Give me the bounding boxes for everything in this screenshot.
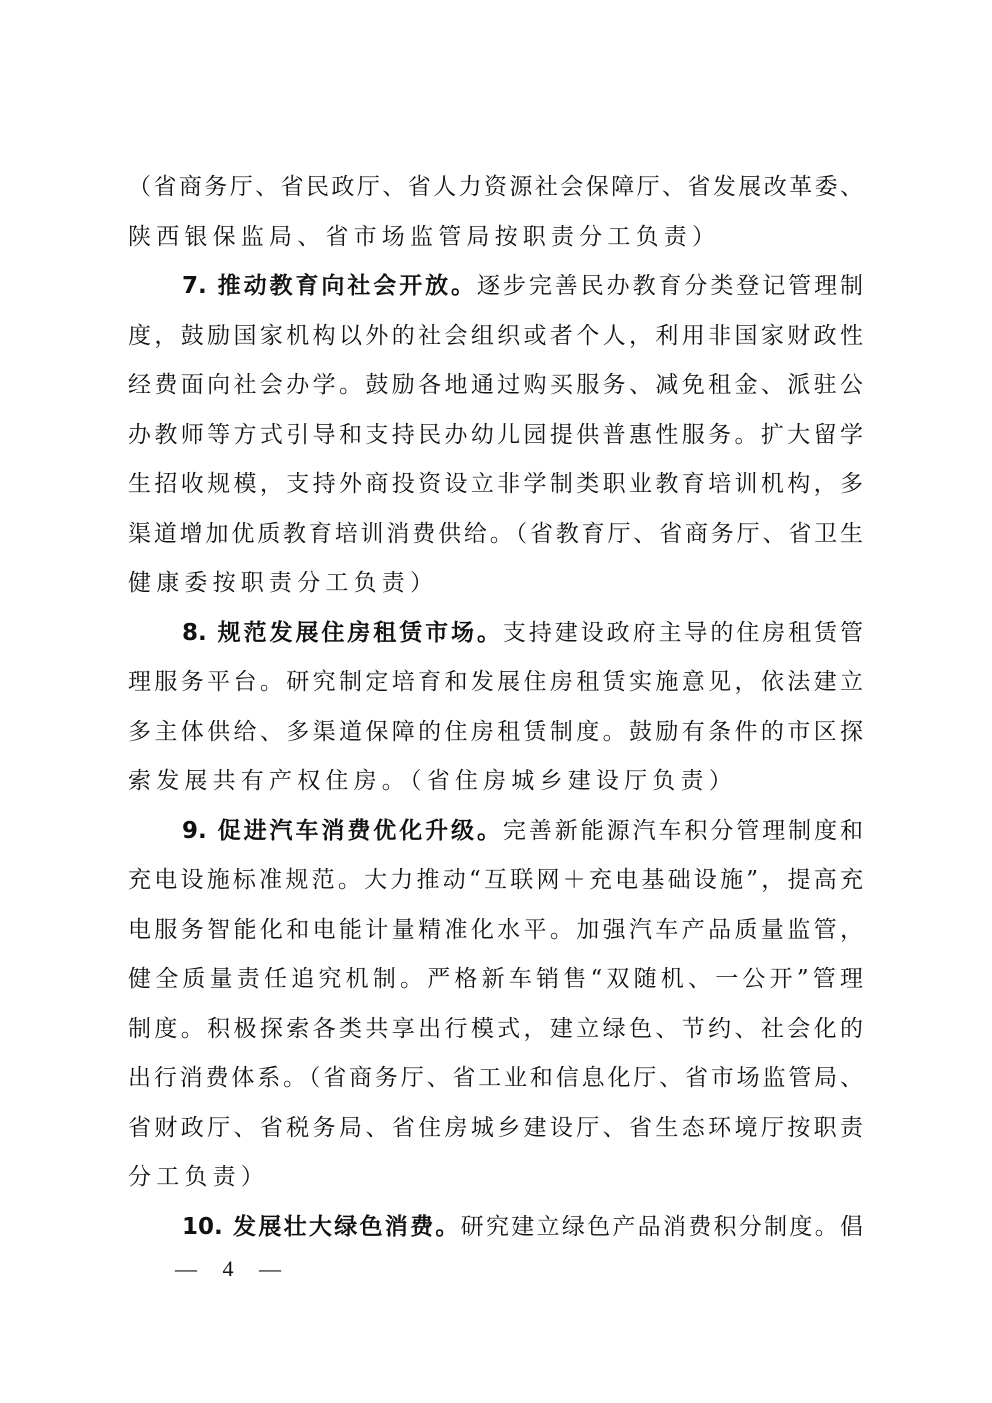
- text-line: [128, 262, 863, 312]
- text-line: [128, 1054, 863, 1104]
- line-text: 生招收规模，支持外商投资设立非学制类职业教育培训机构，多: [128, 471, 863, 497]
- text-line: [128, 411, 863, 461]
- line-text: 支持建设政府主导的住房租赁管: [502, 619, 864, 646]
- line-text: 办教师等方式引导和支持民办幼儿园提供普惠性服务。扩大留学: [128, 421, 863, 448]
- line-text: 制度。积极探索各类共享出行模式，建立绿色、节约、社会化的: [128, 1015, 863, 1042]
- section-heading: 10. 发展壮大绿色消费。: [182, 1213, 461, 1240]
- text-line: [128, 361, 863, 411]
- text-line: [128, 658, 863, 708]
- text-line: [128, 708, 863, 758]
- document-body: [128, 163, 863, 1252]
- line-text: 陕西银保监局、省市场监管局按职责分工负责）: [128, 223, 721, 250]
- line-text: 逐步完善民办教育分类登记管理制: [476, 273, 864, 299]
- text-line: [128, 312, 863, 362]
- line-text: （省商务厅、省民政厅、省人力资源社会保障厅、省发展改革委、: [128, 174, 863, 200]
- line-text: 完善新能源汽车积分管理制度和: [502, 817, 864, 844]
- text-line: [128, 163, 863, 213]
- text-line: [128, 460, 863, 510]
- section-heading: 9. 促进汽车消费优化升级。: [182, 817, 503, 844]
- line-text: 理服务平台。研究制定培育和发展住房租赁实施意见，依法建立: [128, 669, 863, 695]
- text-line: [128, 1104, 863, 1154]
- line-text: 经费面向社会办学。鼓励各地通过购买服务、减免租金、派驻公: [128, 372, 863, 398]
- text-line: [128, 510, 863, 560]
- line-text: 渠道增加优质教育培训消费供给。（省教育厅、省商务厅、省卫生: [128, 520, 863, 547]
- text-line: [128, 213, 863, 263]
- page-number: — 4 —: [175, 1256, 291, 1281]
- line-text: 多主体供给、多渠道保障的住房租赁制度。鼓励有条件的市区探: [128, 718, 863, 745]
- text-line: [128, 955, 863, 1005]
- line-text: 省财政厅、省税务局、省住房城乡建设厅、省生态环境厅按职责: [128, 1114, 863, 1141]
- line-text: 研究建立绿色产品消费积分制度。倡: [460, 1213, 863, 1240]
- section-heading: 7. 推动教育向社会开放。: [182, 273, 477, 299]
- text-line: [128, 757, 863, 807]
- section-heading: 8. 规范发展住房租赁市场。: [182, 619, 503, 646]
- line-text: 出行消费体系。（省商务厅、省工业和信息化厅、省市场监管局、: [128, 1065, 863, 1091]
- text-line: [128, 1005, 863, 1055]
- line-text: 索发展共有产权住房。（省住房城乡建设厅负责）: [128, 768, 737, 794]
- text-line: [128, 906, 863, 956]
- line-text: 健康委按职责分工负责）: [128, 570, 439, 596]
- text-line: [128, 807, 863, 857]
- line-text: 充电设施标准规范。大力推动“互联网＋充电基础设施”，提高充: [128, 867, 863, 893]
- line-text: 度，鼓励国家机构以外的社会组织或者个人，利用非国家财政性: [128, 322, 863, 349]
- text-line: [128, 559, 863, 609]
- line-text: 分工负责）: [128, 1164, 269, 1190]
- text-line: [128, 1153, 863, 1203]
- text-line: [128, 609, 863, 659]
- line-text: 电服务智能化和电能计量精准化水平。加强汽车产品质量监管，: [128, 916, 863, 943]
- text-line: [128, 1203, 863, 1253]
- line-text: 健全质量责任追究机制。严格新车销售“双随机、一公开”管理: [128, 966, 863, 992]
- text-line: [128, 856, 863, 906]
